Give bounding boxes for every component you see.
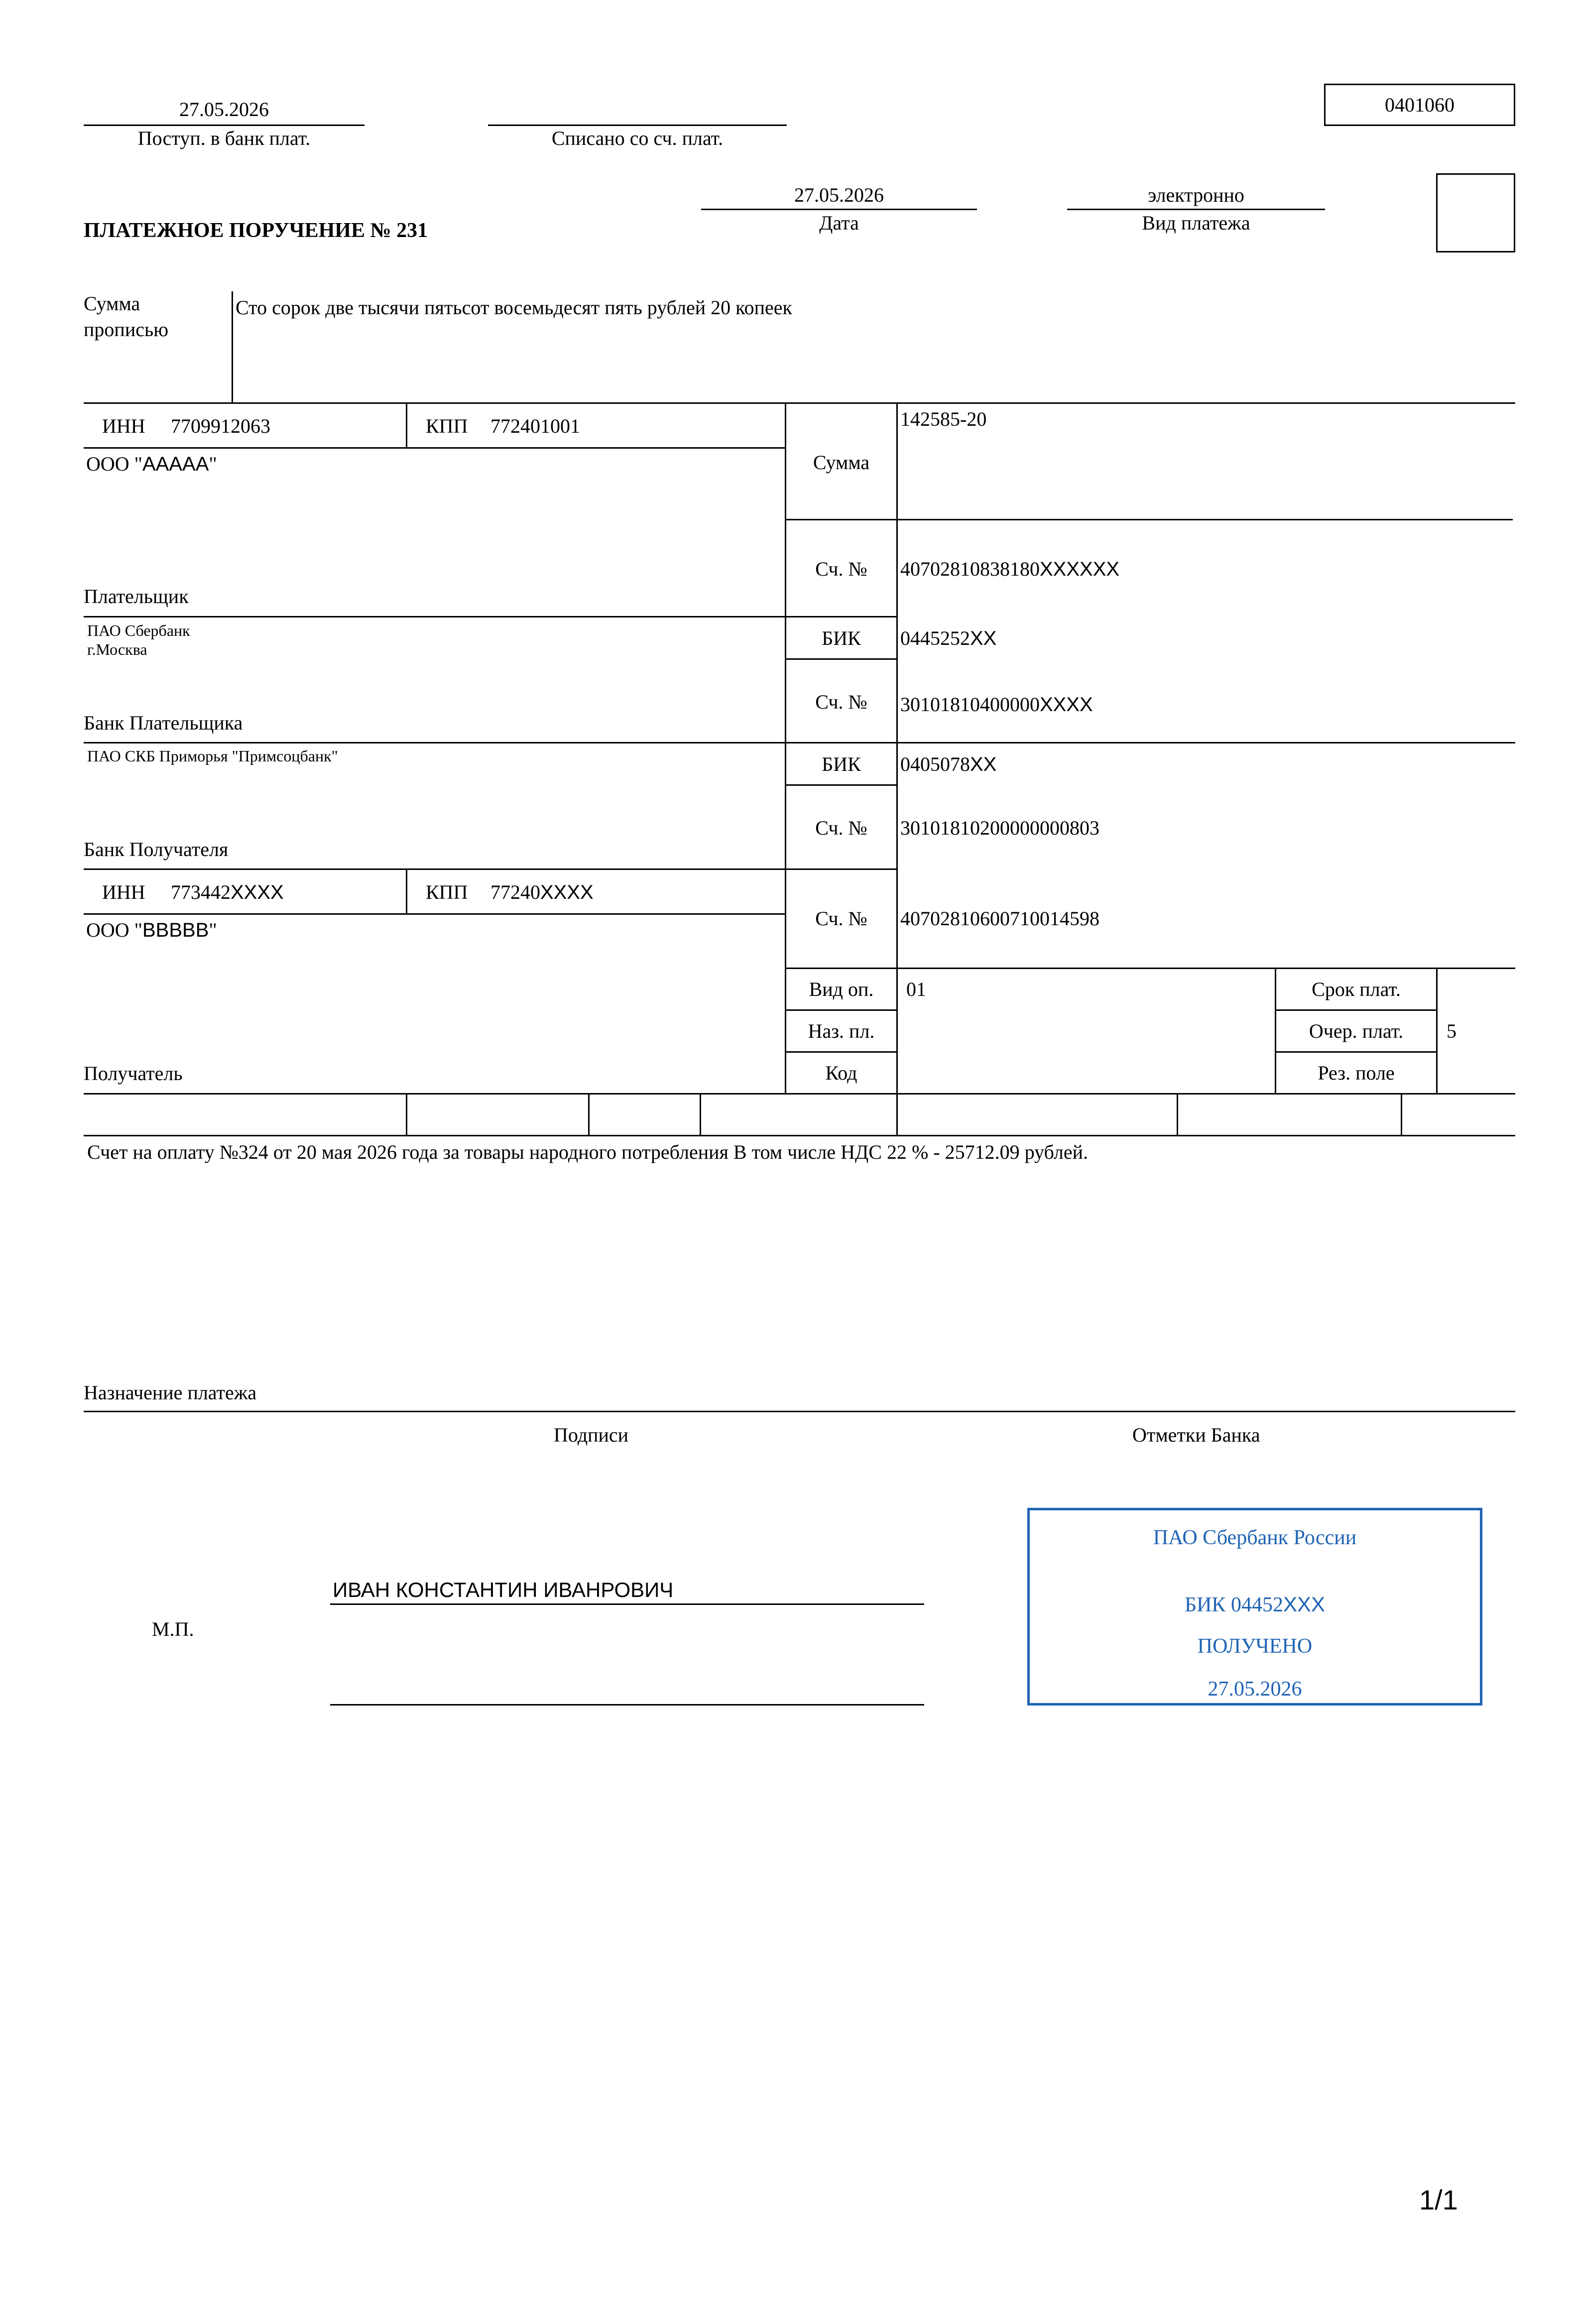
ocher-label: Очер. плат. [1309,1020,1404,1042]
amount-bottom-line [785,519,1513,520]
payment-type-line [1067,209,1325,210]
payer-bik-mask: XX [970,627,997,649]
stamp-place-label: М.П. [152,1618,194,1640]
payee-name-main: ВВВВВ [142,919,209,941]
payee-kpp [490,882,594,902]
payer-name-main: ААААА [142,453,209,475]
document-date: 27.05.2026 [794,184,884,206]
payee-corr-label: Сч. № [815,817,867,839]
amount-value: 142585-20 [900,408,987,430]
signature-line-1 [330,1603,924,1605]
payee-kpp-digits: 77240 [490,881,540,903]
debited-date-line [488,124,787,126]
amount-label: Сумма [813,451,870,474]
stamp-bank-name: ПАО Сбербанк России [1153,1526,1357,1549]
payer-inn: 7709912063 [171,415,270,437]
amount-words-value: Сто сорок две тысячи пятьсот восемьдесят пять рублей 20 копеек [236,296,792,319]
naz-pl-bottom-line [785,1051,898,1053]
amount-words-label-2: прописью [84,318,169,341]
vid-op-label: Вид оп. [809,978,874,1000]
payment-type: электронно [1148,184,1244,206]
payment-code-box [1436,173,1515,252]
payer-corr-label: Сч. № [815,691,867,713]
srok-label: Срок плат. [1312,978,1401,1000]
payer-account-label: Сч. № [815,558,867,580]
rez-label: Рез. поле [1318,1062,1395,1084]
purpose-text: Счет на оплату №324 от 20 мая 2026 года за товары народного потребления В том числе НДС 22 % - 25712.09 рублей. [87,1141,1089,1163]
payee-name-suffix: " [209,919,217,941]
payee-bik-mask: XX [970,753,997,775]
payment-type-label: Вид платежа [1142,212,1250,234]
payer-kpp-label: КПП [426,415,468,437]
label-column-right [896,402,898,1136]
payer-account-mask: XXXXXX [1040,558,1120,580]
page-number: 1/1 [1419,2184,1458,2215]
payee-bik [900,754,996,774]
payee-bik-digits: 0405078 [900,753,970,775]
payer-bottom-line [84,616,786,617]
payer-bik-digits: 0445252 [900,627,970,649]
payer-bank-name-2: г.Москва [87,640,147,658]
payer-account [900,559,1119,579]
payer-name-prefix: ООО " [86,453,142,475]
payee-account: 40702810600710014598 [900,907,1099,930]
signer-name: ИВАН КОНСТАНТИН ИВАНРОВИЧ [333,1578,674,1601]
stamp-bik-text: БИК 04452 [1184,1593,1283,1616]
payee-corr: 30101810200000000803 [900,817,1099,839]
operation-bottom-line [84,1093,1515,1095]
payer-account-bottom-line [785,616,898,617]
payee-bank-label: Банк Получателя [84,838,229,860]
payee-account-bottom-line [785,968,1515,969]
extra-divider-3 [700,1093,701,1136]
stamp-date: 27.05.2026 [1208,1678,1302,1701]
payee-inn-line [84,913,786,915]
document-title: ПЛАТЕЖНОЕ ПОРУЧЕНИЕ № 231 [84,219,428,242]
payer-bik-bottom-line [785,658,898,660]
srok-bottom-line [1275,1009,1438,1011]
payee-corr-bottom-line [785,868,898,870]
stamp-bik-mask: XXX [1283,1592,1325,1616]
amount-words-divider [232,291,233,403]
payer-bank-bottom-line [84,742,1515,743]
extra-divider-2 [588,1093,590,1136]
extra-divider-5 [1401,1093,1402,1136]
srok-column-right [1436,968,1438,1095]
bank-marks-header: Отметки Банка [1132,1424,1260,1446]
payer-corr-digits: 30101810400000 [900,693,1040,716]
payer-bank-label: Банк Плательщика [84,712,243,734]
payer-kpp: 772401001 [490,415,580,437]
kod-label: Код [825,1062,857,1084]
signatures-header: Подписи [554,1424,629,1446]
stamp-status: ПОЛУЧЕНО [1197,1635,1313,1658]
form-code: 0401060 [1385,94,1455,116]
extra-row-bottom-line [84,1135,1515,1136]
payee-inn [171,882,284,902]
vid-op-value: 01 [906,978,926,1000]
payer-bik-label: БИК [822,627,861,649]
payee-inn-kpp-divider [406,868,407,914]
payee-inn-mask: XXXX [231,881,284,903]
extra-divider-4 [1177,1093,1178,1136]
amount-words-label-1: Сумма [84,292,140,315]
naz-pl-label: Наз. пл. [808,1020,875,1042]
payer-inn-kpp-divider [406,402,407,448]
payer-corr [900,695,1093,715]
payee-label: Получатель [84,1062,183,1085]
payee-bank-bottom-line [84,868,786,870]
payee-name-prefix: ООО " [86,919,142,941]
stamp-bik [1030,1594,1480,1615]
bank-stamp [1027,1508,1482,1706]
ocher-value: 5 [1447,1020,1456,1042]
vid-op-bottom-line [785,1009,898,1011]
payee-name [86,920,217,940]
payer-bik [900,628,996,648]
payer-label: Плательщик [84,585,189,608]
payee-inn-digits: 773442 [171,881,231,903]
payer-inn-label: ИНН [102,415,145,437]
ocher-bottom-line [1275,1051,1438,1053]
payee-bik-bottom-line [785,784,898,786]
payee-bank-name: ПАО СКБ Приморья "Примсоцбанк" [87,747,338,765]
table-top-line [84,402,1515,404]
received-date: 27.05.2026 [179,98,269,121]
payer-name [86,454,217,474]
purpose-label: Назначение платежа [84,1381,257,1404]
payee-kpp-label: КПП [426,881,468,903]
payee-inn-label: ИНН [102,881,145,903]
payee-bik-label: БИК [822,753,861,775]
received-date-line [84,124,364,126]
document-date-label: Дата [819,212,859,234]
document-date-line [701,209,977,210]
payer-account-digits: 40702810838180 [900,558,1040,580]
payee-account-label: Сч. № [815,907,867,930]
debited-label: Списано со сч. плат. [551,127,724,149]
received-label: Поступ. в банк плат. [137,127,311,149]
purpose-bottom-line [84,1411,1515,1412]
form-code-box [1324,84,1515,126]
signature-line-2 [330,1704,924,1706]
extra-divider-1 [406,1093,407,1136]
payer-name-suffix: " [209,453,217,475]
payer-inn-line [84,447,786,449]
payee-kpp-mask: XXXX [540,881,594,903]
payer-corr-mask: XXXX [1040,694,1093,716]
payer-bank-name-1: ПАО Сбербанк [87,621,190,639]
